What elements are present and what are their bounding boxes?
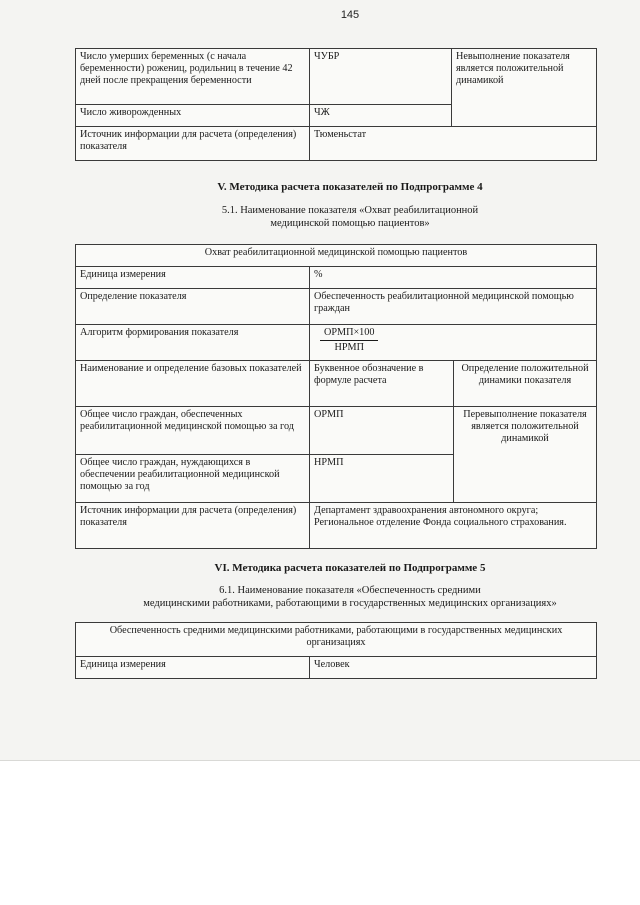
table-cell: Перевыполнение показателя является положительной динамикой xyxy=(454,407,597,503)
section-5-heading: V. Методика расчета показателей по Подпрограмме 4 xyxy=(217,181,483,193)
mortality-table xyxy=(75,48,597,161)
section-6-heading: VI. Методика расчета показателей по Подпрограмме 5 xyxy=(214,562,486,574)
table-cell: Обеспеченность реабилитационной медицинской помощью граждан xyxy=(310,289,597,325)
formula-cell xyxy=(310,325,597,361)
subheading-line: медицинскими работниками, работающими в государственных медицинских организациях» xyxy=(143,598,557,610)
formula-numerator: ОРМП×100 xyxy=(320,327,378,341)
table-cell: Общее число граждан, нуждающихся в обеспечении реабилитационной медицинской помощью за год xyxy=(76,455,310,503)
table-cell: Общее число граждан, обеспеченных реабилитационной медицинской помощью за год xyxy=(76,407,310,455)
subheading-line: 5.1. Наименование показателя «Охват реабилитационной xyxy=(221,205,479,216)
table-cell: Департамент здравоохранения автономного округа; Региональное отделение Фонда социального страхования. xyxy=(310,503,597,549)
subheading-line: 6.1. Наименование показателя «Обеспеченность средними xyxy=(219,585,481,596)
table-cell: Источник информации для расчета (определения) показателя xyxy=(76,503,310,549)
table-cell: Число умерших беременных (с начала беременности) рожениц, родильниц в течение 42 дней после прекращения беременности xyxy=(76,49,310,105)
table-cell: Единица измерения xyxy=(76,267,310,289)
table-cell: Определение положительной динамики показателя xyxy=(454,361,597,407)
table-cell: Число живорожденных xyxy=(76,105,310,127)
table-cell: Источник информации для расчета (определения) показателя xyxy=(76,127,310,161)
table-title: Обеспеченность средними медицинскими работниками, работающими в государственных медицинских организациях xyxy=(76,623,597,657)
subheading-line: медицинской помощью пациентов» xyxy=(270,218,430,230)
staffing-table xyxy=(75,622,597,679)
formula-denominator: НРМП xyxy=(334,342,364,354)
table-cell: Невыполнение показателя является положительной динамикой xyxy=(452,49,597,127)
table-cell: Определение показателя xyxy=(76,289,310,325)
table-cell: % xyxy=(310,267,597,289)
table-cell: Человек xyxy=(310,657,597,679)
page-number: 145 xyxy=(340,9,360,21)
section-5-subheading xyxy=(60,204,640,230)
table-cell: Буквенное обозначение в формуле расчета xyxy=(310,361,454,407)
table-cell: Единица измерения xyxy=(76,657,310,679)
table-cell: ЧЖ xyxy=(310,105,452,127)
table-cell: Тюменьстат xyxy=(310,127,597,161)
table-cell: ЧУБР xyxy=(310,49,452,105)
table-cell: Алгоритм формирования показателя xyxy=(76,325,310,361)
table-title: Охват реабилитационной медицинской помощью пациентов xyxy=(76,245,597,267)
table-cell: НРМП xyxy=(310,455,454,503)
table-cell: ОРМП xyxy=(310,407,454,455)
section-6-subheading xyxy=(60,584,640,610)
table-cell: Наименование и определение базовых показателей xyxy=(76,361,310,407)
rehabilitation-table xyxy=(75,244,597,549)
formula xyxy=(314,327,378,354)
